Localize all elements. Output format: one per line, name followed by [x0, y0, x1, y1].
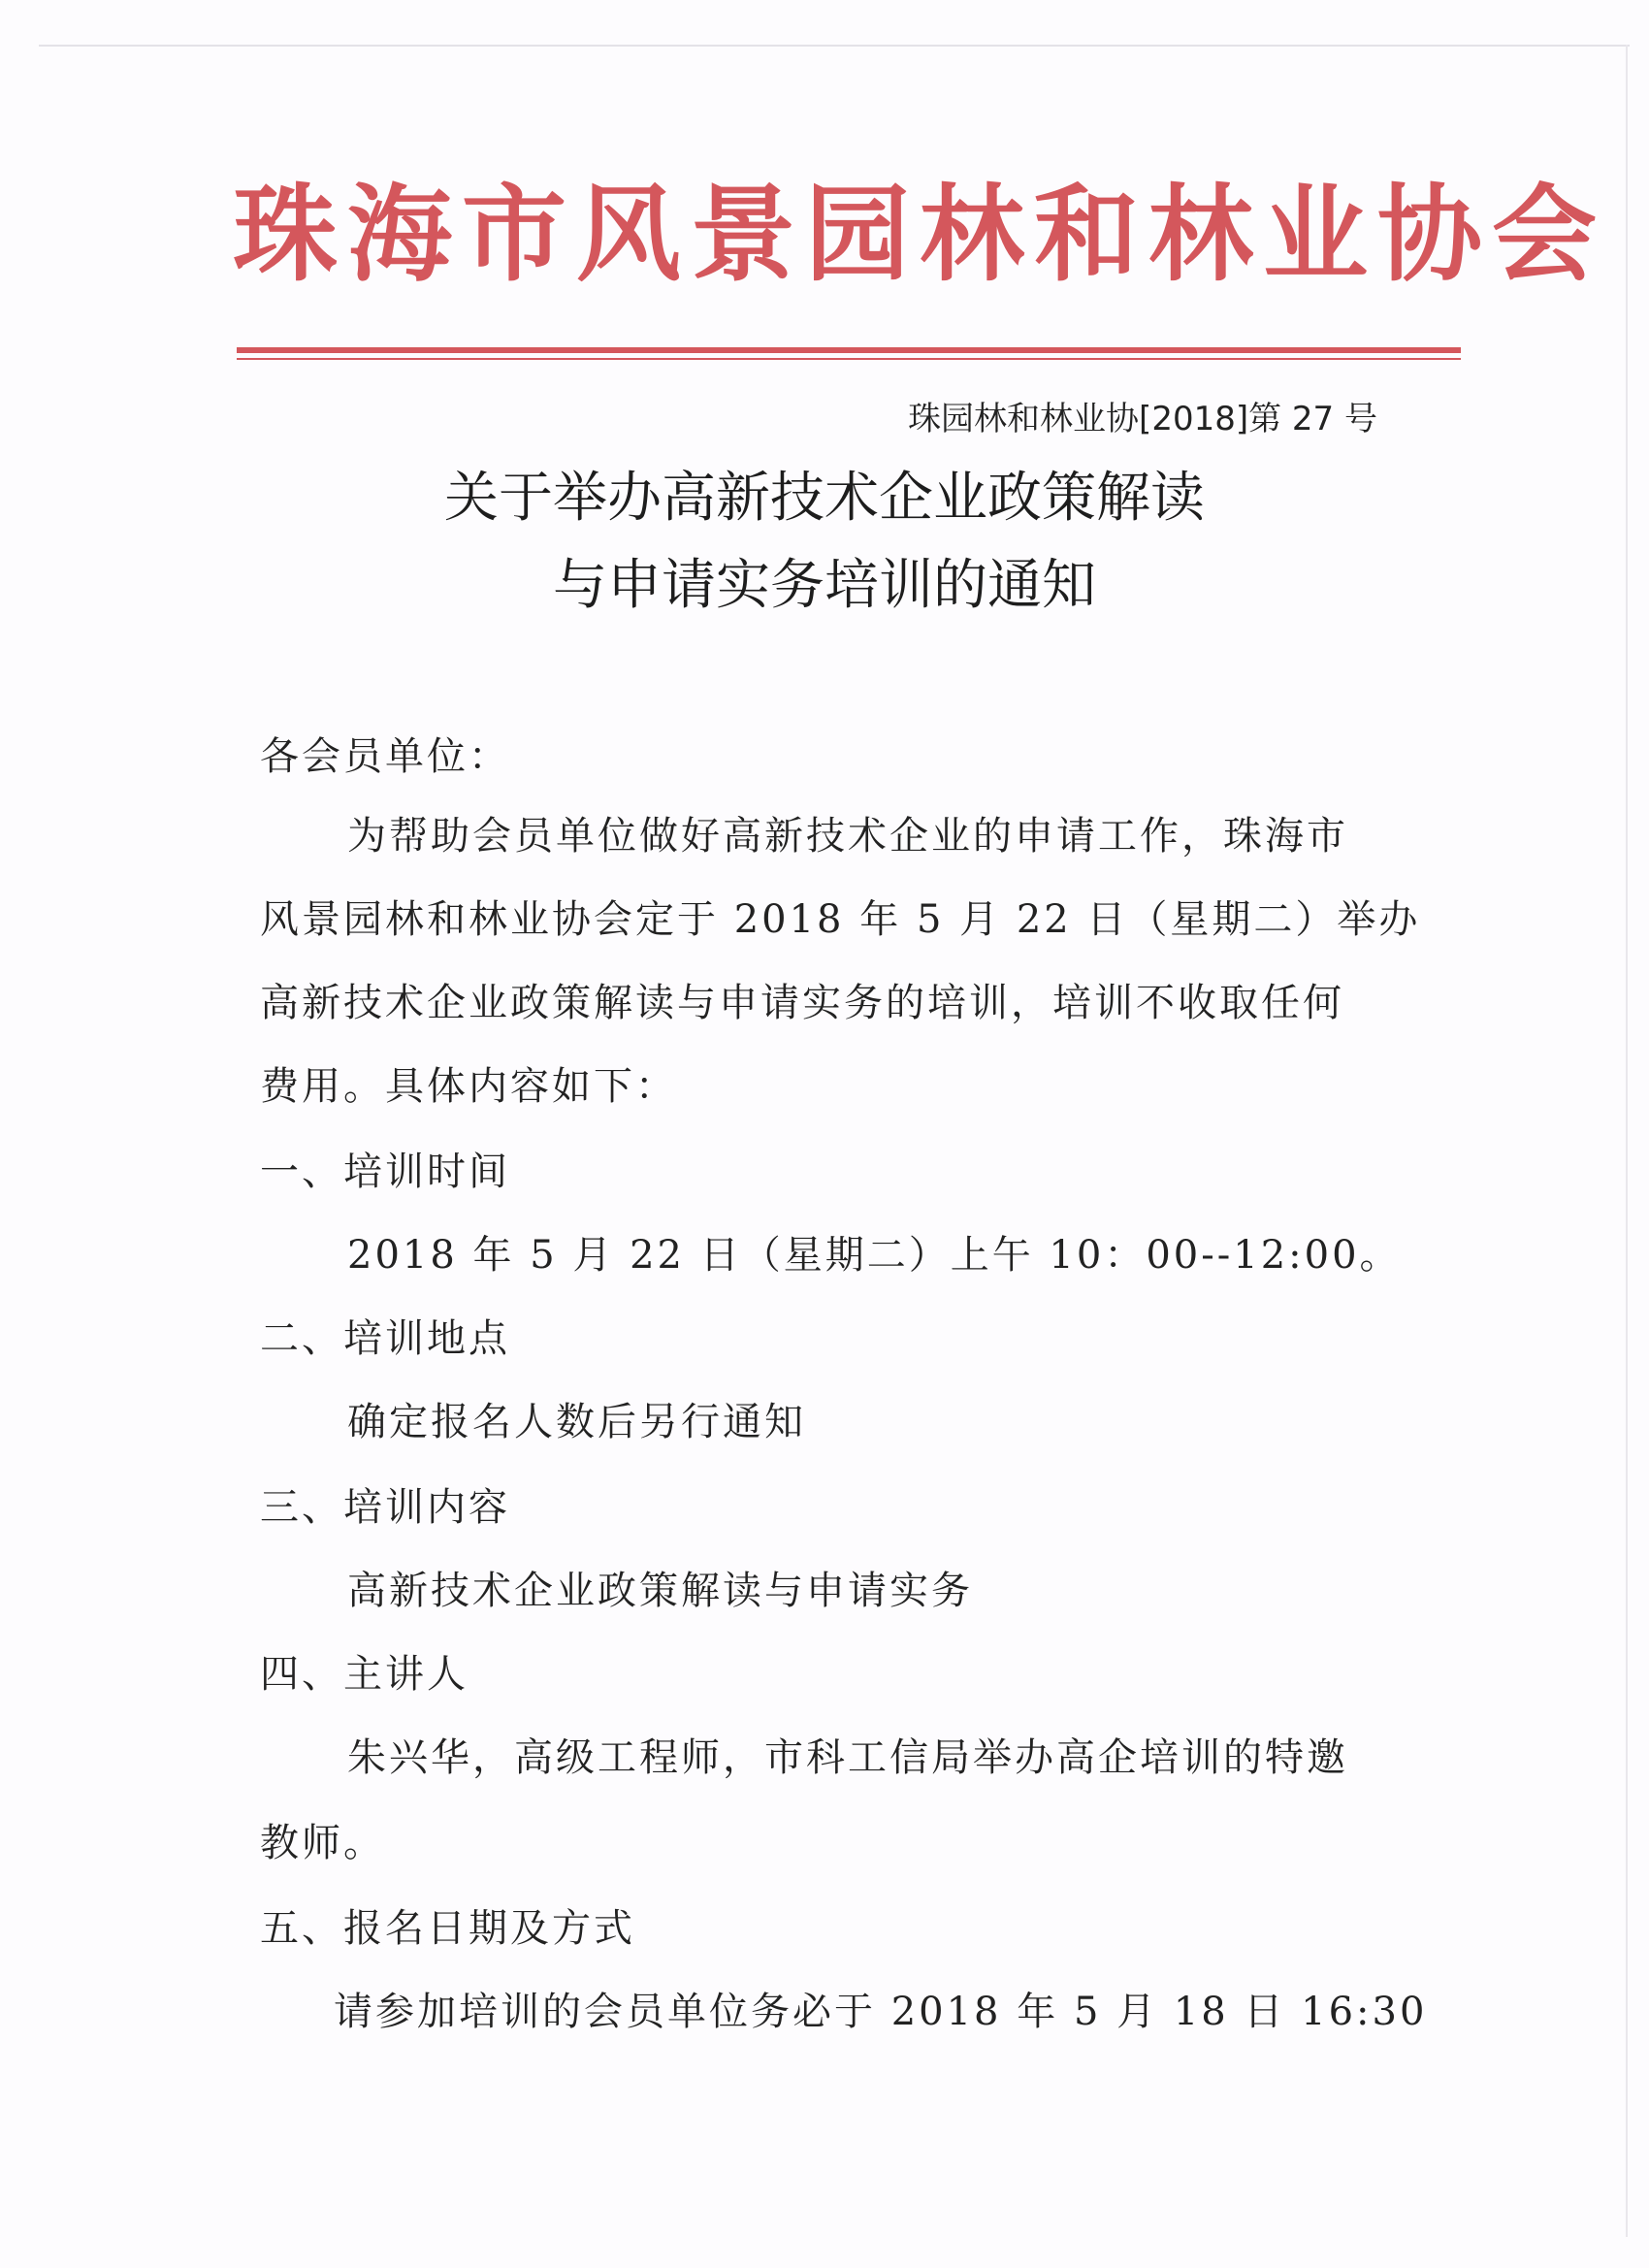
- intro-line: 风景园林和林业协会定于 2018 年 5 月 22 日（星期二）举办: [260, 897, 1421, 942]
- section-content-speaker: 教师。: [260, 1821, 385, 1865]
- scan-edge-top: [39, 45, 1630, 47]
- scan-edge-right: [1626, 45, 1628, 2237]
- letterhead-rule-thin: [237, 358, 1461, 360]
- section-heading-content: 三、培训内容: [260, 1485, 510, 1530]
- letterhead-org-name: 珠海市风景园林和林业协会: [233, 174, 1607, 296]
- section-content-content: 高新技术企业政策解读与申请实务: [347, 1569, 973, 1613]
- intro-line: 为帮助会员单位做好高新技术企业的申请工作，珠海市: [347, 814, 1348, 859]
- section-heading-time: 一、培训时间: [260, 1150, 510, 1194]
- notice-title-line-2: 与申请实务培训的通知: [553, 554, 1096, 617]
- section-content-registration: 请参加培训的会员单位务必于 2018 年 5 月 18 日 16:30: [334, 1990, 1428, 2034]
- section-heading-location: 二、培训地点: [260, 1316, 510, 1361]
- section-heading-registration: 五、报名日期及方式: [260, 1906, 635, 1951]
- section-content-speaker: 朱兴华，高级工程师，市科工信局举办高企培训的特邀: [347, 1735, 1348, 1780]
- intro-line: 费用。具体内容如下：: [260, 1064, 677, 1109]
- section-heading-speaker: 四、主讲人: [260, 1652, 469, 1697]
- notice-title-line-1: 关于举办高新技术企业政策解读: [444, 467, 1205, 530]
- letterhead-rule-thick: [237, 347, 1461, 353]
- salutation: 各会员单位：: [260, 734, 510, 779]
- intro-line: 高新技术企业政策解读与申请实务的培训，培训不收取任何: [260, 981, 1344, 1025]
- section-content-time: 2018 年 5 月 22 日（星期二）上午 10：00--12:00。: [347, 1233, 1402, 1278]
- section-content-location: 确定报名人数后另行通知: [347, 1400, 806, 1444]
- document-number: 珠园林和林业协[2018]第 27 号: [908, 400, 1377, 438]
